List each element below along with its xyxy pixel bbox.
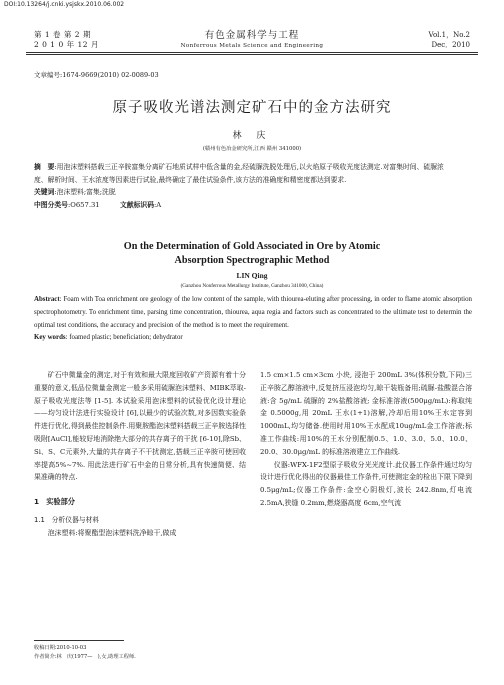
title-en-line2: Absorption Spectrographic Method — [174, 254, 330, 266]
instrument-paragraph: 仪器:WFX-1F2型原子吸收分光光度计.此仪器工作条件通过均匀设计进行优化得出的仪器最佳工作条件,可使测定金的检出下限下降到 0.5μg/mL;仪器工作条件:金空心阴极灯,波长 242.8nm,灯电流 2.5mA,狭缝 0.2mm,燃烧器高度 6cm,空气流 — [260, 460, 472, 507]
title-en — [30, 240, 474, 267]
doi-text: DOI:10.13264/j.cnki.ysjskx.2010.06.002 — [4, 1, 125, 8]
footnote-rule — [34, 640, 124, 641]
affiliation-en: (Ganzhou Nonferrous Metallurgy Institute, Ganzhou 341000, China) — [180, 283, 324, 289]
volume-en: Vol.1，No.2 — [428, 31, 470, 39]
affiliation-cn: (赣州有色冶金研究所,江西 赣州 341000) — [202, 146, 302, 152]
author-cn: 林 庆 — [232, 131, 272, 141]
abstract-en — [34, 294, 472, 345]
issue-info-en — [429, 30, 470, 50]
clc-value: :O657.31 — [67, 200, 100, 209]
title-cn: 原子吸收光谱法测定矿石中的金方法研究 — [112, 100, 392, 116]
body-right-column — [260, 369, 472, 510]
abstract-en-text: : Foam with Toa enrichment ore geology of the low content of the sample, with thiourea-eluting after processing, in order to flame atomic absorption spectrophotometry. To enrichment time, parsing time concentration, thiourea, aqua regia and factors such as concentrated to the ultimate test to determin the optimal test conditions, the accuracy and precision of the method is to meet the requirement. — [34, 296, 472, 329]
date-cn: 2 0 1 0 年 12 月 — [34, 40, 99, 49]
title-en-line1: On the Determination of Gold Associated in Ore by Atomic — [123, 241, 381, 252]
author-bio: 作者简介:林 庆(1977— ),女,助理工程师. — [34, 654, 136, 660]
abstract-cn-paragraph — [34, 161, 454, 186]
keywords-cn — [34, 186, 454, 199]
received-date: 收稿日期:2010-10-03 — [34, 645, 87, 651]
section-heading-1: 1 实验部分 — [34, 497, 75, 507]
volume-cn: 第 1 卷 第 2 期 — [34, 30, 91, 39]
body-left-column — [34, 369, 246, 540]
journal-name-cn: 有色金属科学与工程 — [204, 30, 300, 41]
journal-name-en: Nonferrous Metals Science and Engineering — [180, 43, 324, 49]
header-rule-bottom — [26, 54, 478, 55]
keywords-en-text: : foamed plastic; beneficiation; dehydrator — [65, 334, 183, 342]
abstract-en-paragraph — [34, 294, 472, 332]
materials-paragraph: 泡沫塑料:将聚酯型泡沫塑料洗净晾干,做成 — [47, 528, 177, 537]
doccode-value: :A — [154, 200, 162, 209]
article-number: 文章编号:1674-9669(2010) 02-0089-03 — [34, 71, 159, 79]
keywords-en — [34, 332, 472, 345]
author-en: LIN Qing — [236, 271, 268, 280]
keywords-cn-text: :泡沫塑料;富集;洗脱 — [54, 188, 116, 197]
footnote — [34, 644, 136, 662]
header-rule-top — [26, 52, 478, 53]
abstract-cn-label: 摘 要 — [34, 163, 55, 171]
classification-cn — [34, 199, 454, 212]
materials-continued-paragraph: 1.5 cm×1.5 cm×3cm 小块, 浸泡于 200mL 3%(体积分数,下同)三正辛胺乙醇溶液中,反复挤压浸泡均匀,晾干装瓶备用;硫脲-盐酸混合溶液:含 5g/mL 硫脲的 2%盐酸溶液; 金标准溶液(500μg/mL):称取纯金 0.5000g,用 20mL 王水(1+1)溶解,冷却后用10%王水定容到1000mL,均匀储备.使用时用10%王水配成10ug/mL金工作溶液;标准工作曲线:用10%的王水分别配制0.5、1.0、3.0、5.0、10.0、20.0、30.0μg/mL 的标准溶液建立工作曲线. — [260, 371, 472, 456]
clc-label: 中图分类号 — [34, 200, 68, 209]
abstract-en-label: Abstract — [34, 296, 60, 303]
abstract-cn — [34, 161, 454, 211]
date-en: Dec．2010 — [431, 41, 470, 49]
keywords-cn-label: 关键词 — [34, 188, 55, 197]
intro-paragraph: 矿石中微量金的测定,对于有效和最大限度回收矿产资源有着十分重要的意义,低品位微量金测定一般多采用硫脲泡沫塑料、MIBK萃取-原子吸收光度法等 [1-5]. 本试验采用泡沫塑料的试验优化设计理论——均匀设计法进行实验设计 [6],以最少的试验次数,对多因数实验条件进行优化,得到最佳控制条件.用聚胺酯泡沫塑料搭载三正辛胺选择性吸附[AuCl],能较好地消除绝大部分的共存离子的干扰 [6-10],除Sb、Si、S、C元素外,大量的共存离子不干扰测定,搭载三正辛胺可使回收率提高5%~7%. 用此法进行矿石中金的日常分析,具有快速简便、结果准确的特点. — [34, 371, 246, 482]
abstract-cn-text: :用泡沫塑料搭载三正辛胺富集分离矿石地质试样中低含量的金,经硫脲洗脱处理后,以火焰原子吸收光度法测定.对富集时间、硫脲浓度、解析时间、王水浓度等因素进行试验,最终确定了最佳试验条件,该方法的准确度和精密度都达到要求. — [34, 163, 444, 184]
doccode-label: 文献标识码 — [120, 200, 155, 209]
keywords-en-label: Key words — [34, 334, 66, 342]
journal-name — [150, 27, 354, 49]
subsection-heading-1-1: 1.1 分析仪器与材料 — [34, 515, 100, 524]
issue-info-cn — [34, 30, 99, 50]
